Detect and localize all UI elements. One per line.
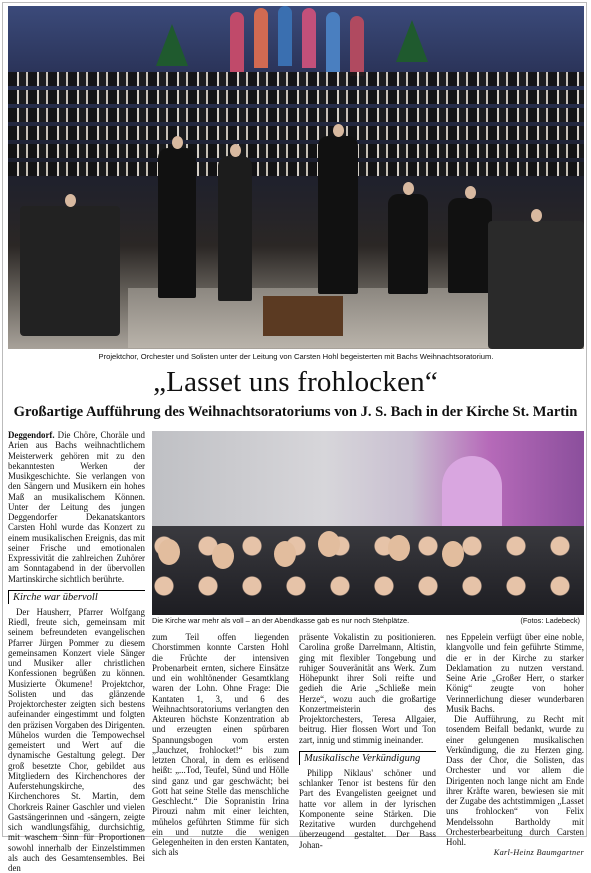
paragraph: Philipp Niklaus' schöner und schlanker Tenor ist bestens für den Part des Evangelisten geeignet und hatte vor allem in der lyrischen Komponente seine Stärken. Die Rezitative wurden durchgehend überzeugend gestaltet. Der Bass Johan- bbox=[299, 767, 436, 850]
stained-glass-window bbox=[302, 8, 316, 68]
photo-credit: (Fotos: Ladebeck) bbox=[520, 616, 580, 625]
dateline: Deggendorf. bbox=[8, 430, 55, 440]
section-subhead: Musikalische Verkündigung bbox=[299, 751, 436, 765]
audience-pews bbox=[488, 221, 584, 349]
article-column-3 bbox=[299, 632, 436, 850]
lute-player bbox=[448, 198, 492, 293]
church-arch bbox=[442, 456, 502, 536]
choir-row bbox=[8, 90, 584, 104]
stained-glass-window bbox=[278, 6, 292, 66]
audience-photo bbox=[152, 431, 584, 615]
article-column-2 bbox=[152, 632, 289, 858]
paragraph: zum Teil offen liegenden Chorstimmen konnte Carsten Hohl die Früchte der intensiven Probenarbeit ernten, sichere Einsätze und ein wohltönender Gesamtklang waren der Lohn. Ohne Frage: Die Kantaten 1, 3, und 6 des Weihnachtsoratoriums verlangten den Akteuren höchste Konzentration ab und erzeugten einen spürbaren Spannungsbogen vom ersten „Jauchzet, frohlocket!“ bis zum letzten Choral, in dem es erlösend heißt: „...Tod, Teufel, Sünd und Hölle sind ganz und gar geschwächt; bei Gott hat seine Stelle das menschliche Geschlecht.“ Die Sopranistin Irina Pirouzi nahm mit einer leichten, mühelos geführten Stimme für sich ein und nutzte die wenigen Gelegenheiten in den ersten Kantaten, sich als bbox=[152, 632, 289, 858]
caption-text: Die Kirche war mehr als voll – an der Abendkasse gab es nur noch Stehplätze. bbox=[152, 616, 410, 625]
audience-photo-caption bbox=[152, 616, 584, 626]
audience-face bbox=[318, 531, 340, 557]
paragraph: Der Hausherr, Pfarrer Wolfgang Riedl, freute sich, gemeinsam mit seinem befreundeten evangelischen Pfarrer Jürgen Pommer zu diesem gemeinsamen Konzert viele Sänger und Musiker aller christlichen Konfessionen begrüßen zu können. Musizierte Ökumene! Projektchor, Solisten und das glänzende Projektorchester zeigten sich bestens aufeinander eingestimmt und folgten den präzisen Vorgaben des Dirigenten. Mühelos wurden die Tempowechsel gemeistert und Wert auf die dynamische Gestaltung gelegt. Der groß besetzte Chor, gebildet aus Mitgliedern des Kirchenchores der Auferstehungskirche, des Kirchenchores St. Martin, dem Chorkreis Rainer Gaschler und vielen Gastsängerinnen und -sängern, zeigte sich wandlungsfähig, durchsichtig, mit waschem Sinn für Proportionen sowohl innerhalb der Einzelstimmen als auch des Gesamtensembles. Bei den bbox=[8, 606, 145, 873]
choir-row bbox=[8, 72, 584, 86]
soloist bbox=[218, 156, 252, 301]
top-photo-caption: Projektchor, Orchester und Solisten unter der Leitung von Carsten Hohl begeisterten mit Bachs Weihnachtsoratorium. bbox=[98, 352, 494, 361]
audience-face bbox=[212, 543, 234, 569]
christmas-tree bbox=[156, 24, 188, 66]
audience-face bbox=[158, 539, 180, 565]
choir-row bbox=[8, 108, 584, 122]
audience-face bbox=[274, 541, 296, 567]
stained-glass-window bbox=[350, 16, 364, 76]
concert-photo bbox=[8, 6, 584, 349]
audience-face bbox=[442, 541, 464, 567]
article-column-4 bbox=[446, 632, 584, 859]
conductor bbox=[318, 136, 358, 294]
audience-crowd bbox=[152, 526, 584, 615]
stained-glass-window bbox=[326, 12, 340, 72]
stained-glass-window bbox=[230, 12, 244, 72]
author-byline: Karl-Heinz Baumgartner bbox=[493, 848, 584, 858]
headline: „Lasset uns frohlocken“ bbox=[153, 366, 438, 398]
paragraph: Die Chöre, Choräle und Arien aus Bachs weihnachtlichem Meisterwerk gehören mit zu den bekanntesten Werken der Musikgeschichte. Sie verlangen von den Sängern und Musikern ein hohes Maß an musikalischem Können. Unter der Leitung des jungen Deggendorfer Dekanatskantors Carsten Hohl wurde das Konzert zu einem musikalischen Ereignis, das mit seiner Frische und emotionalen Expressivität die zahlreichen Zuhörer am Sonntagabend in der übervollen Martinskirche sichtlich berührte. bbox=[8, 430, 145, 584]
paragraph: Die Aufführung, zu Recht mit tosendem Beifall bedankt, wurde zu einer gelungenen musikalischen Verkündigung, die zu Herzen ging. Dass der Chor, die Solisten, das Orchester und vor allem die Dirigenten noch lange nicht am Ende ihrer Kräfte waren, bewiesen sie mit der Zugabe des achtstimmigen „Lasset uns frohlocken“ von Felix Mendelssohn Bartholdy mit Orchesterbearbeitung durch Carsten Hohl. bbox=[446, 714, 584, 847]
violinist bbox=[388, 194, 428, 294]
choir-row bbox=[8, 126, 584, 140]
christmas-tree bbox=[396, 20, 428, 62]
paragraph: nes Eppelein verfügt über eine noble, klangvolle und fein geführte Stimme, die er in der Kirche zu starker Deklamation zu nutzen verstand. Seine Arie „Großer Herr, o starker König“ zeugte von hoher Verinnerlichung dieser wunderbaren Musik Bachs. bbox=[446, 632, 584, 714]
audience-pews bbox=[20, 206, 120, 336]
article-column-1 bbox=[8, 430, 145, 873]
conductor-podium bbox=[263, 296, 343, 336]
soloist bbox=[158, 148, 196, 298]
section-subhead: Kirche war übervoll bbox=[8, 590, 145, 604]
stained-glass-window bbox=[254, 8, 268, 68]
audience-face bbox=[388, 535, 410, 561]
paragraph: präsente Vokalistin zu positionieren. Carolina große Darrelmann, Altistin, ging mit flexibler Tongebung und ruhiger Souveränität ans Werk. Zum Höhepunkt ihrer Soli reifte und gedieh die Arie „Schließe mein Herze“, wozu auch die großartige Konzertmeisterin des Projektorchesters, Teresa Allgaier, beitrug. Hier flossen Wort und Ton zart, innig und stimmig ineinander. bbox=[299, 632, 436, 745]
choir-row bbox=[8, 144, 584, 158]
choir-row bbox=[8, 162, 584, 176]
subheadline: Großartige Aufführung des Weihnachtsoratoriums von J. S. Bach in der Kirche St. Martin bbox=[13, 404, 578, 420]
